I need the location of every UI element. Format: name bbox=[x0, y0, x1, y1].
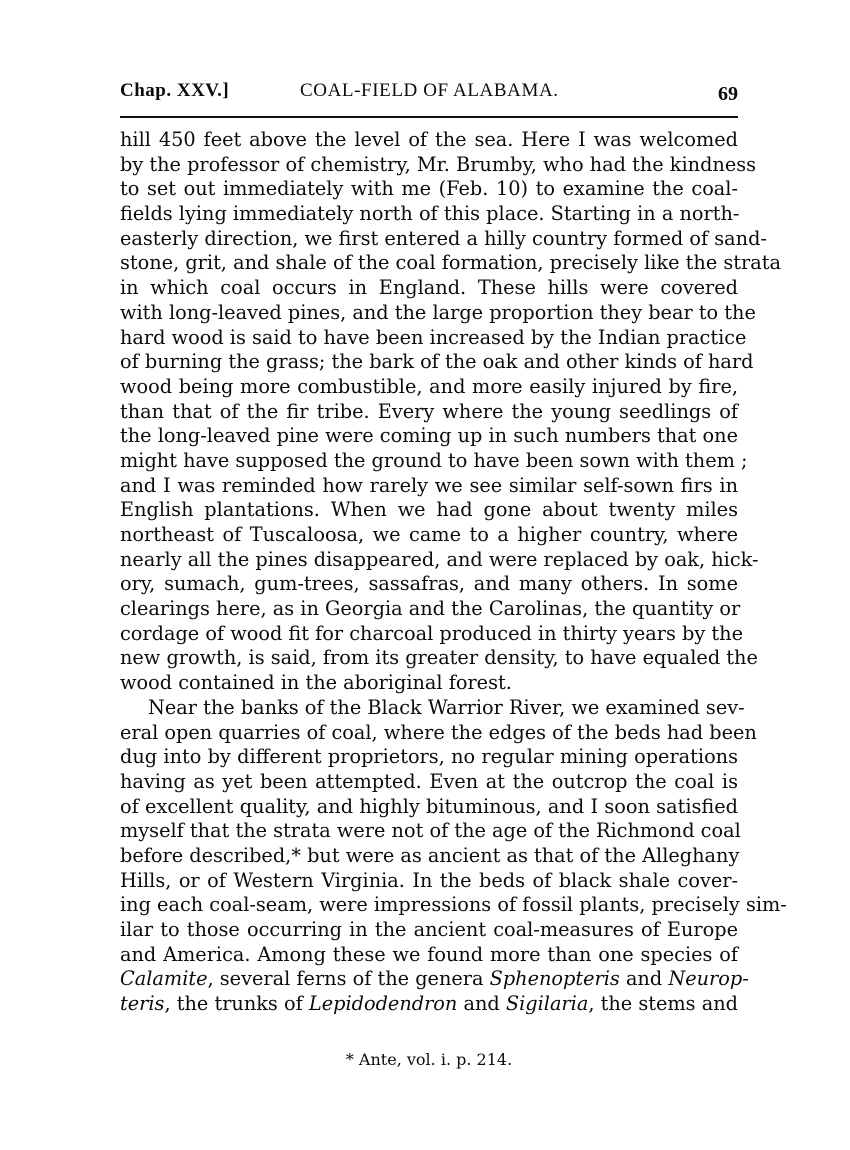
footnote: * Ante, vol. i. p. 214. bbox=[345, 1050, 513, 1069]
text-line: dug into by different proprietors, no regular mining operations bbox=[120, 745, 738, 769]
text-line: ilar to those occurring in the ancient coal-measures of Europe bbox=[120, 918, 738, 941]
text-segment: , the trunks of bbox=[164, 992, 309, 1016]
text-segment: , several ferns of the genera bbox=[207, 967, 490, 991]
text-line: eral open quarries of coal, where the edges of the beds had been bbox=[120, 720, 757, 744]
text-line: nearly all the pines disappeared, and were replaced by oak, hick- bbox=[120, 547, 759, 571]
text-line-with-genera bbox=[120, 992, 738, 1017]
page-header-title: COAL-FIELD OF ALABAMA. bbox=[300, 80, 559, 101]
text-line: myself that the strata were not of the age of the Richmond coal bbox=[120, 819, 741, 843]
genus-sphenopteris: Sphenopteris bbox=[489, 967, 620, 991]
text-line: hard wood is said to have been increased by the Indian practice bbox=[120, 325, 747, 349]
text-line: fields lying immediately north of this place. Starting in a north- bbox=[120, 202, 740, 226]
genus-neuropteris-part1: Neurop- bbox=[668, 967, 749, 991]
text-line: than that of the fir tribe. Every where the young seedlings of bbox=[120, 399, 738, 423]
text-line: Hills, or of Western Virginia. In the beds of black shale cover- bbox=[120, 868, 738, 892]
text-line: to set out immediately with me (Feb. 10) to examine the coal- bbox=[120, 177, 738, 201]
text-line: by the professor of chemistry, Mr. Brumby, who had the kindness bbox=[120, 152, 757, 176]
genus-calamite: Calamite bbox=[120, 967, 208, 991]
text-line: having as yet been attempted. Even at the outcrop the coal is bbox=[120, 769, 738, 793]
text-line: and I was reminded how rarely we see similar self-sown firs in bbox=[120, 473, 738, 497]
running-head bbox=[120, 80, 738, 106]
text-line: cordage of wood fit for charcoal produced in thirty years by the bbox=[120, 621, 743, 645]
chapter-label: Chap. XXV.] bbox=[120, 80, 230, 101]
text-line: stone, grit, and shale of the coal formation, precisely like the strata bbox=[120, 251, 781, 275]
paragraph-start-line: Near the banks of the Black Warrior River, we examined sev- bbox=[148, 695, 745, 719]
genus-lepidodendron: Lepidodendron bbox=[308, 992, 458, 1016]
header-rule bbox=[120, 116, 738, 118]
body-text bbox=[120, 128, 787, 1017]
text-line: English plantations. When we had gone about twenty miles bbox=[120, 498, 738, 522]
text-line: wood being more combustible, and more easily injured by fire, bbox=[120, 374, 738, 398]
page-number: 69 bbox=[718, 83, 738, 105]
text-line: might have supposed the ground to have been sown with them ; bbox=[120, 448, 748, 472]
text-line: in which coal occurs in England. These hills were covered bbox=[120, 276, 738, 300]
text-line: new growth, is said, from its greater density, to have equaled the bbox=[120, 646, 758, 670]
text-line: northeast of Tuscaloosa, we came to a higher country, where bbox=[120, 523, 738, 546]
text-segment: , the stems and bbox=[588, 992, 738, 1016]
text-line: wood contained in the aboriginal forest. bbox=[120, 671, 512, 695]
text-line: hill 450 feet above the level of the sea. Here I was welcomed bbox=[120, 128, 738, 151]
text-line: of excellent quality, and highly bituminous, and I soon satisfied bbox=[120, 794, 738, 818]
text-line: before described,* but were as ancient as that of the Alleghany bbox=[120, 843, 740, 867]
text-segment: and bbox=[619, 967, 669, 991]
text-line-with-genera bbox=[120, 967, 749, 992]
text-line: ory, sumach, gum-trees, sassafras, and many others. In some bbox=[120, 572, 738, 596]
text-line: clearings here, as in Georgia and the Carolinas, the quantity or bbox=[120, 597, 741, 621]
text-line: ing each coal-seam, were impressions of fossil plants, precisely sim- bbox=[120, 893, 787, 917]
text-segment: and bbox=[457, 992, 506, 1016]
text-line: easterly direction, we first entered a hilly country formed of sand- bbox=[120, 226, 767, 250]
text-line: and America. Among these we found more than one species of bbox=[120, 942, 738, 966]
genus-sigilaria: Sigilaria bbox=[505, 992, 589, 1016]
genus-neuropteris-part2: teris bbox=[120, 992, 165, 1016]
text-line: with long-leaved pines, and the large proportion they bear to the bbox=[120, 300, 756, 324]
text-line: the long-leaved pine were coming up in such numbers that one bbox=[120, 424, 738, 448]
text-line: of burning the grass; the bark of the oak and other kinds of hard bbox=[120, 350, 754, 374]
